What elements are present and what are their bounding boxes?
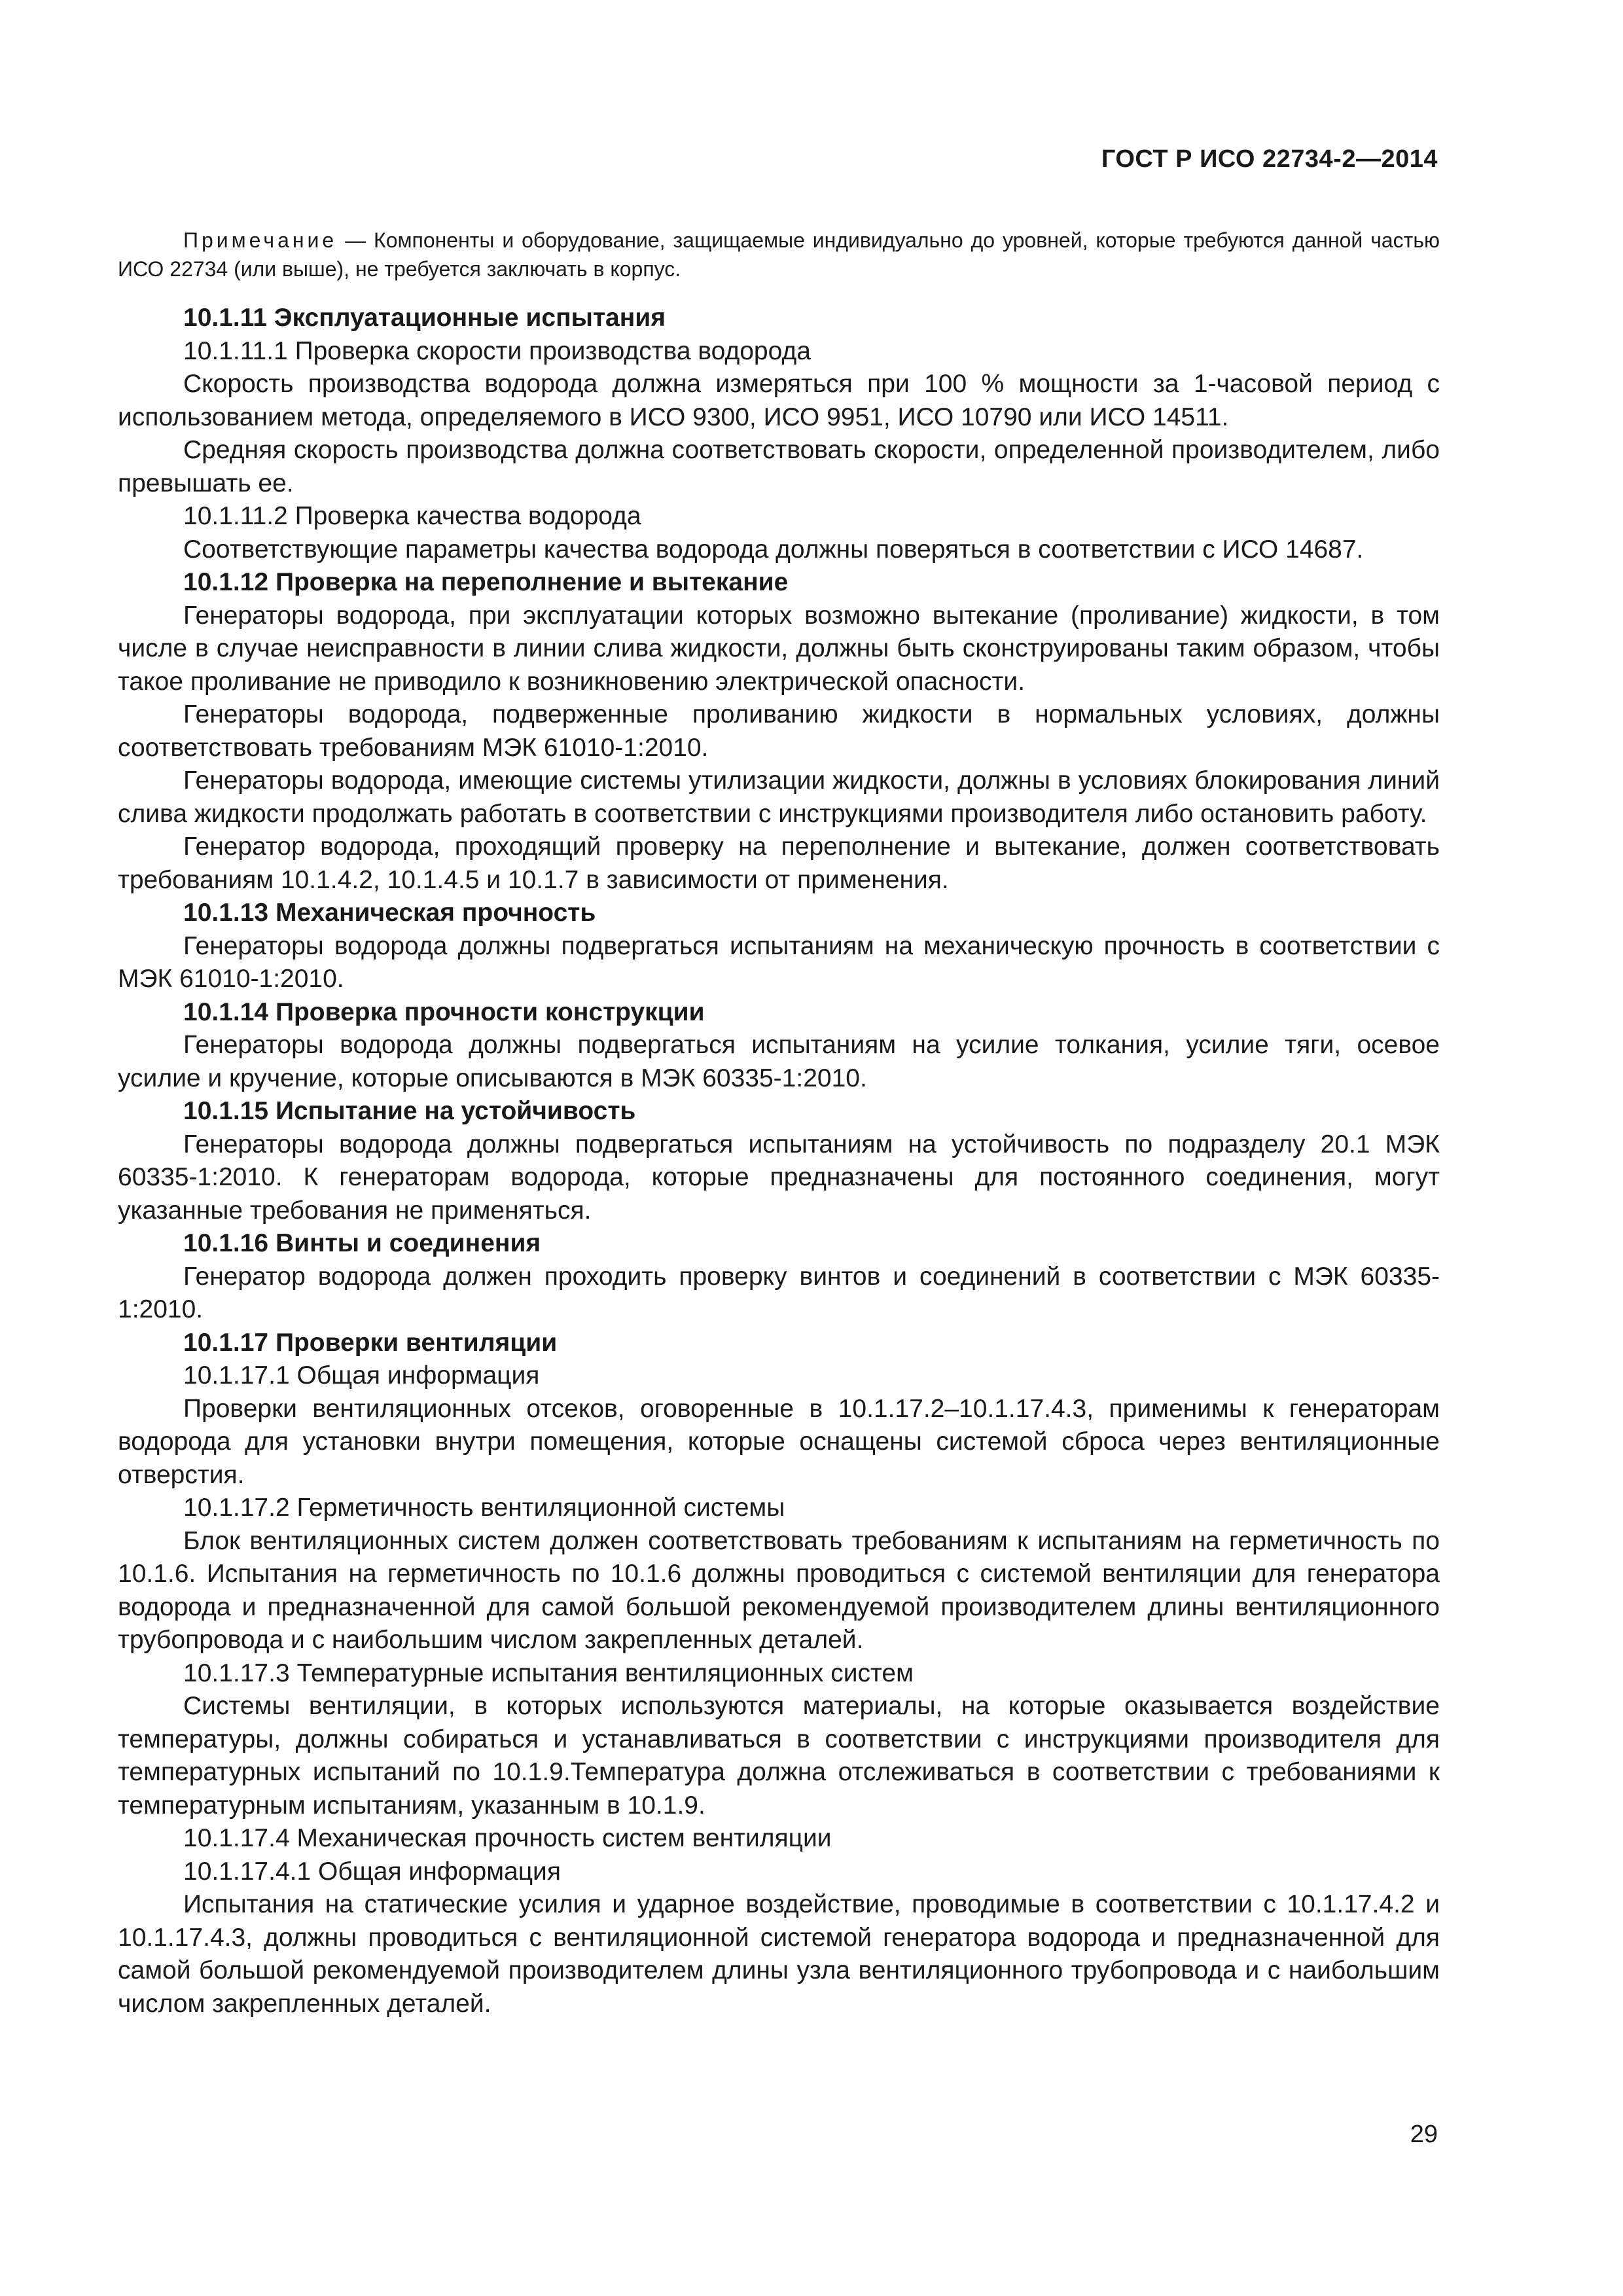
body-paragraph: Генераторы водорода должны подвергаться испытаниям на усилие толкания, усилие тяги, осевое усилие и кручение, которые описываются в МЭК 60335-1:2010.	[118, 1031, 1440, 1092]
body-paragraph: Средняя скорость производства должна соответствовать скорости, определенной производителем, либо превышать ее.	[118, 436, 1440, 497]
body-paragraph: Блок вентиляционных систем должен соответствовать требованиям к испытаниям на герметичность по 10.1.6. Испытания на герметичность по 10.1.6 должны проводиться с системой вентиляции для генератора водорода и предназначенной для самой большой рекомендуемой производителем длины вентиляционного трубопровода и с наибольшим числом закрепленных деталей.	[118, 1526, 1440, 1654]
subsection-heading-10-1-17-3: 10.1.17.3 Температурные испытания вентиляционных систем	[183, 1659, 914, 1687]
body-paragraph: Генераторы водорода, при эксплуатации которых возможно вытекание (проливание) жидкости, в том числе в случае неисправности в линии слива жидкости, должны быть сконструированы таким образом, чтобы такое проливание не приводило к возникновению электрической опасности.	[118, 601, 1440, 696]
body-paragraph: Генераторы водорода должны подвергаться испытаниям на механическую прочность в соответствии с МЭК 61010-1:2010.	[118, 931, 1440, 993]
subsection-heading-10-1-17-4-1: 10.1.17.4.1 Общая информация	[183, 1857, 561, 1886]
body-paragraph: Проверки вентиляционных отсеков, оговоренные в 10.1.17.2–10.1.17.4.3, применимы к генераторам водорода для установки внутри помещения, которые оснащены системой сброса через вентиляционные отверстия.	[118, 1394, 1440, 1489]
section-heading-10-1-13: 10.1.13 Механическая прочность	[183, 899, 596, 927]
body-paragraph: Генераторы водорода, подверженные проливанию жидкости в нормальных условиях, должны соответствовать требованиям МЭК 61010-1:2010.	[118, 700, 1440, 762]
body-paragraph: Системы вентиляции, в которых используются материалы, на которые оказывается воздействие температуры, должны собираться и устанавливаться в соответствии с инструкциями производителя для температурных испытаний по 10.1.9.Температура должна отслеживаться в соответствии с требованиями к температурным испытаниям, указанным в 10.1.9.	[118, 1692, 1440, 1820]
body-paragraph: Генераторы водорода, имеющие системы утилизации жидкости, должны в условиях блокирования линий слива жидкости продолжать работать в соответствии с инструкциями производителя либо остановить работу.	[118, 766, 1440, 828]
note-paragraph	[118, 226, 1440, 283]
subsection-heading-10-1-11-1: 10.1.11.1 Проверка скорости производства водорода	[183, 336, 811, 365]
subsection-heading-10-1-17-1: 10.1.17.1 Общая информация	[183, 1361, 540, 1390]
section-heading-10-1-17: 10.1.17 Проверки вентиляции	[183, 1328, 558, 1357]
note-label: Примечание	[183, 228, 338, 252]
section-heading-10-1-16: 10.1.16 Винты и соединения	[183, 1229, 541, 1257]
subsection-heading-10-1-17-4: 10.1.17.4 Механическая прочность систем вентиляции	[183, 1824, 832, 1852]
page-number: 29	[1410, 2121, 1438, 2148]
document-body	[118, 226, 1440, 2020]
body-paragraph: Скорость производства водорода должна измеряться при 100 % мощности за 1-часовой период с использованием метода, определяемого в ИСО 9300, ИСО 9951, ИСО 10790 или ИСО 14511.	[118, 370, 1440, 431]
body-paragraph: Генератор водорода, проходящий проверку на переполнение и вытекание, должен соответствовать требованиям 10.1.4.2, 10.1.4.5 и 10.1.7 в зависимости от применения.	[118, 833, 1440, 894]
subsection-heading-10-1-11-2: 10.1.11.2 Проверка качества водорода	[183, 502, 641, 530]
body-paragraph: Генераторы водорода должны подвергаться испытаниям на устойчивость по подразделу 20.1 МЭК 60335-1:2010. К генераторам водорода, которые предназначены для постоянного соединения, могут указанные требования не применяться.	[118, 1130, 1440, 1225]
section-heading-10-1-14: 10.1.14 Проверка прочности конструкции	[183, 997, 705, 1026]
standard-code: ГОСТ Р ИСО 22734-2—2014	[1101, 145, 1438, 173]
section-heading-10-1-11: 10.1.11 Эксплуатационные испытания	[183, 304, 666, 332]
section-heading-10-1-15: 10.1.15 Испытание на устойчивость	[183, 1097, 636, 1125]
body-paragraph: Генератор водорода должен проходить проверку винтов и соединений в соответствии с МЭК 60335-1:2010.	[118, 1262, 1440, 1323]
body-paragraph: Испытания на статические усилия и ударное воздействие, проводимые в соответствии с 10.1.17.4.2 и 10.1.17.4.3, должны проводиться с вентиляционной системой генератора водорода и предназначенной для самой большой рекомендуемой производителем длины узла вентиляционного трубопровода и с наибольшим числом закрепленных деталей.	[118, 1890, 1440, 2018]
note-text: — Компоненты и оборудование, защищаемые индивидуально до уровней, которые требуются данной частью ИСО 22734 (или выше), не требуется заключать в корпус.	[118, 228, 1440, 281]
subsection-heading-10-1-17-2: 10.1.17.2 Герметичность вентиляционной системы	[183, 1494, 785, 1522]
body-paragraph: Соответствующие параметры качества водорода должны поверяться в соответствии с ИСО 14687.	[183, 535, 1364, 564]
section-heading-10-1-12: 10.1.12 Проверка на переполнение и вытекание	[183, 568, 789, 596]
